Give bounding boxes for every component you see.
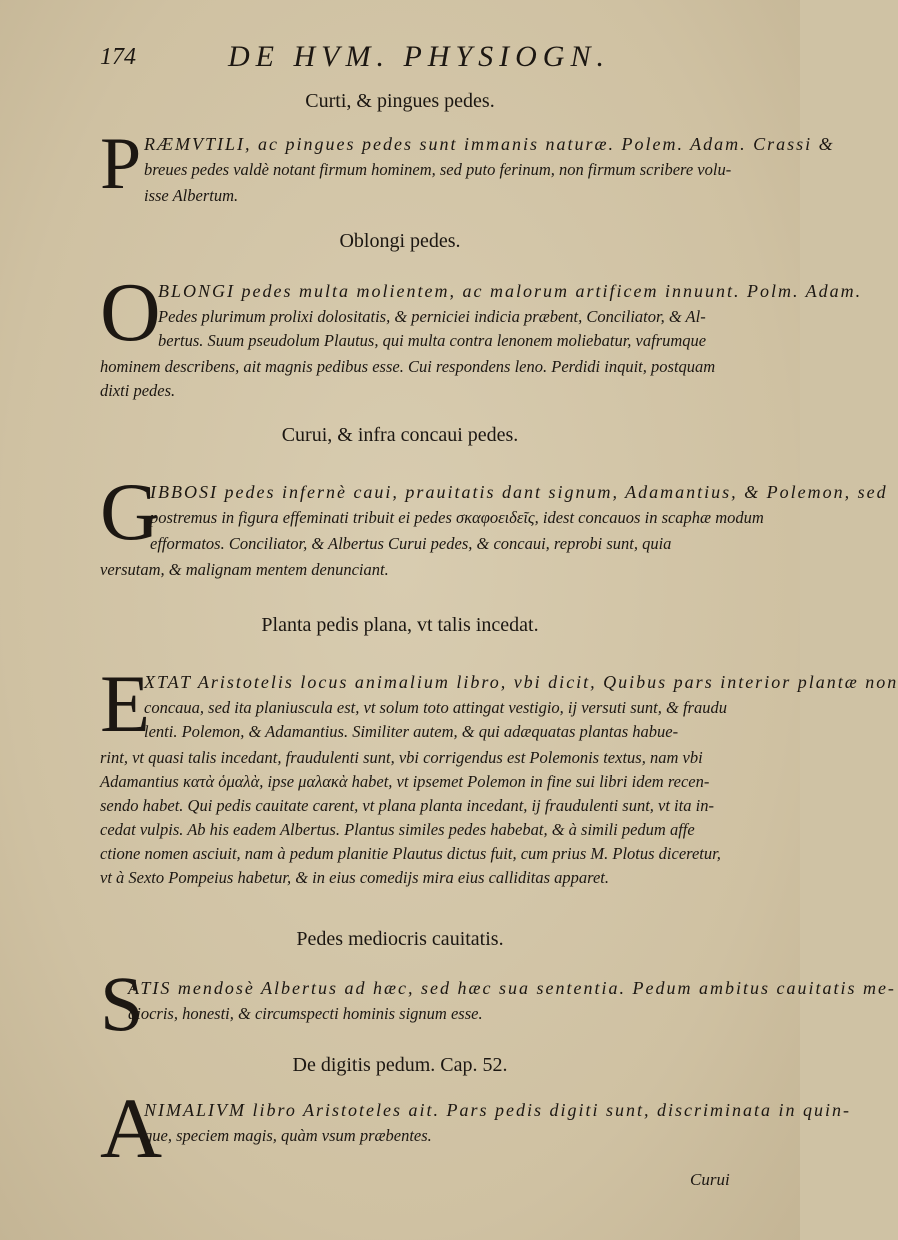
text-line: IBBOSI pedes infernè caui, prauitatis dant signum, Adamantius, & Polemon, sed	[150, 482, 888, 502]
text-line: breues pedes valdè notant firmum hominem, sed puto ferinum, non firmum scribere volu-	[144, 160, 732, 179]
running-head: DE HVM. PHYSIOGN.	[228, 40, 610, 73]
section-body	[100, 266, 863, 405]
text-line: sendo habet. Qui pedis cauitate carent, vt plana planta incedant, ij fraudulenti sunt, vt ita in-	[100, 796, 714, 815]
text-line: versutam, & malignam mentem denunciant.	[100, 560, 389, 579]
section-body	[100, 123, 835, 208]
section-body	[100, 960, 896, 1047]
text-line: ctione nomen asciuit, nam à pedum planitie Plautus dictus fuit, cum prius M. Plotus diceretur,	[100, 844, 721, 863]
text-line: NIMALIVM libro Aristoteles ait. Pars pedis digiti sunt, discriminata in quin-	[144, 1100, 851, 1120]
section-heading: Oblongi pedes.	[339, 230, 461, 252]
text-line: BLONGI pedes multa molientem, ac malorum artificem innuunt. Polm. Adam.	[158, 281, 863, 301]
drop-cap: G	[100, 466, 160, 557]
text-line: XTAT Aristotelis locus animalium libro, vbi dicit, Quibus pars interior plantæ non	[144, 672, 898, 692]
text-line: lenti. Polemon, & Adamantius. Similiter autem, & qui adæquatas plantas habue-	[144, 722, 679, 741]
text-line: RÆMVTILI, ac pingues pedes sunt immanis naturæ. Polem. Adam. Crassi &	[144, 134, 835, 154]
text-line: rint, vt quasi talis incedant, fraudulenti sunt, vbi corrigendus est Polemonis textus, nam vbi	[100, 748, 703, 767]
text-line: ATIS mendosè Albertus ad hæc, sed hæc sua sententia. Pedum ambitus cauitatis me-	[128, 978, 896, 998]
text-line: diocris, honesti, & circumspecti hominis signum esse.	[128, 1004, 483, 1023]
page-number: 174	[100, 44, 136, 70]
text-line: vt à Sexto Pompeius habetur, & in eius comedijs mira eius calliditas apparet.	[100, 868, 609, 887]
drop-cap: A	[100, 1080, 163, 1176]
text-line: efformatos. Conciliator, & Albertus Curui pedes, & concaui, reprobi sunt, quia	[150, 534, 672, 553]
text-line: que, speciem magis, quàm vsum præbentes.	[144, 1126, 432, 1145]
section-body	[100, 658, 898, 896]
drop-cap: E	[100, 658, 151, 749]
section-heading: De digitis pedum. Cap. 52.	[292, 1054, 508, 1076]
section-heading: Pedes mediocris cauitatis.	[296, 928, 504, 950]
text-line: hominem describens, ait magnis pedibus esse. Cui respondens leno. Perdidi inquit, postquam	[100, 357, 716, 376]
text-line: concaua, sed ita planiuscula est, vt solum toto attingat vestigio, ij versuti sunt, & fraudu	[144, 698, 727, 717]
text-line: cedat vulpis. Ab his eadem Albertus. Plantus similes pedes habebat, & à simili pedum affe	[100, 820, 695, 839]
catchword: Curui	[690, 1170, 730, 1189]
text-line: Adamantius κατὰ ὁμαλὰ, ipse μαλακὰ habet, vt ipsemet Polemon in fine sui libri idem recen-	[100, 772, 710, 791]
drop-cap: O	[100, 266, 161, 359]
text-line: postremus in figura effeminati tribuit ei pedes σκαφοειδεῖς, idest concauos in scaphæ modum	[150, 508, 764, 527]
text-line: Pedes plurimum prolixi dolositatis, & perniciei indicia præbent, Conciliator, & Al-	[158, 307, 706, 326]
page-header	[100, 38, 740, 82]
text-line: bertus. Suum pseudolum Plautus, qui multa contra lenonem moliebatur, vafrumque	[158, 331, 707, 350]
drop-cap: S	[100, 960, 144, 1047]
text-line: isse Albertum.	[144, 186, 239, 205]
section-body	[100, 1080, 851, 1176]
section-heading: Curui, & infra concaui pedes.	[281, 424, 519, 446]
section-body	[100, 466, 888, 586]
section-heading: Curti, & pingues pedes.	[305, 90, 495, 112]
section-heading: Planta pedis plana, vt talis incedat.	[261, 614, 539, 636]
text-line: dixti pedes.	[100, 381, 176, 400]
drop-cap: P	[100, 123, 142, 205]
